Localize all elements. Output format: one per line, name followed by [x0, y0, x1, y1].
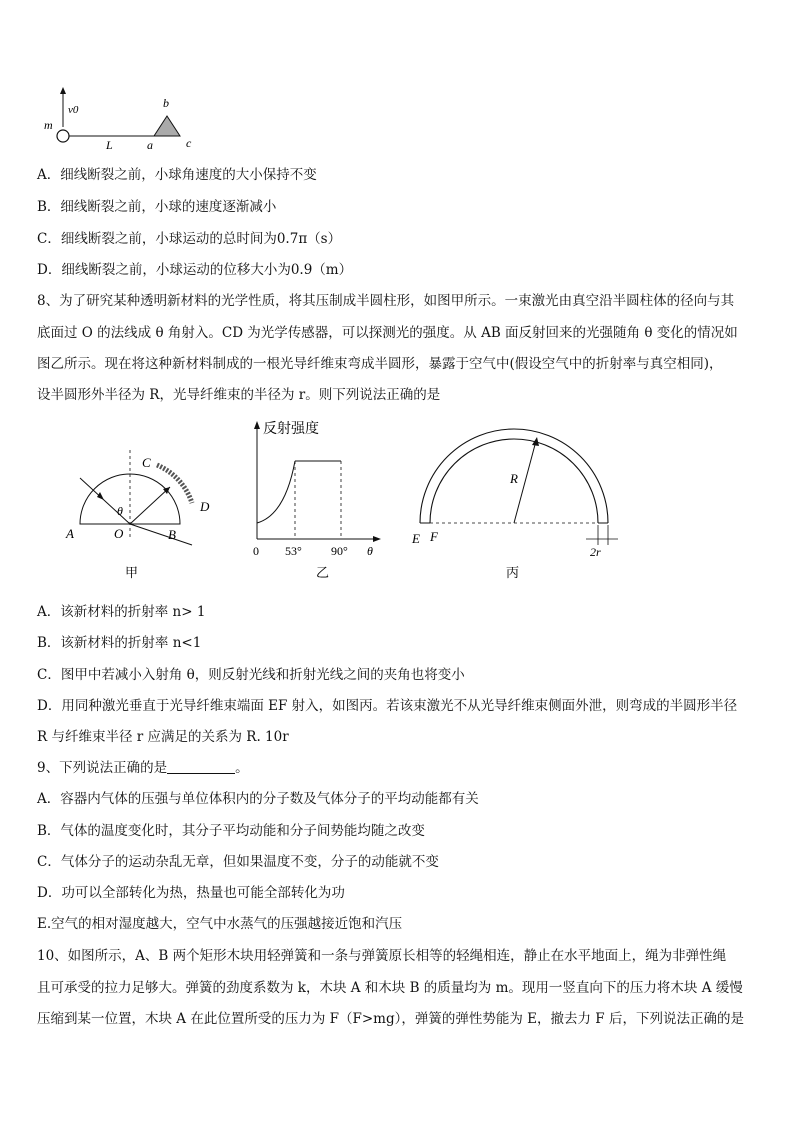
q8-stem-3: 图乙所示。现在将这种新材料制成的一根光导纤维束弯成半圆形，暴露于空气中(假设空气中的折射率与真空相同)， [37, 356, 723, 372]
tick-53: 53° [285, 544, 302, 558]
label-o: O [114, 526, 124, 541]
label-2r: 2r [590, 545, 601, 559]
ball [57, 130, 69, 142]
ylabel: 反射强度 [263, 422, 319, 437]
label-b: B [168, 527, 176, 542]
q9-option-a: A．容器内气体的压强与单位体积内的分子数及气体分子的平均动能都有关 [37, 791, 479, 807]
q8-option-d-1: D．用同种激光垂直于光导纤维束端面 EF 射入，如图丙。若该束激光不从光导纤维束侧面外泄，则弯成的半圆形半径 [37, 698, 738, 714]
incident-arrowhead [97, 492, 104, 500]
label-m: m [44, 118, 53, 132]
label-a: A [66, 526, 74, 541]
label-d: D [200, 499, 210, 514]
sensor-cd [157, 465, 192, 503]
q8-option-b: B．该新材料的折射率 n<1 [37, 635, 202, 651]
tick-90: 90° [331, 544, 348, 558]
q9-option-b: B．气体的温度变化时，其分子平均动能和分子间势能均随之改变 [37, 823, 425, 839]
q7-option-d: D．细线断裂之前，小球运动的位移大小为0.9（m） [37, 262, 353, 278]
label-c: c [186, 136, 192, 150]
label-theta: θ [117, 504, 123, 518]
fig-bing [408, 415, 618, 585]
q10-stem-1: 10、如图所示，A、B 两个矩形木块用轻弹簧和一条与弹簧原长相等的轻绳相连，静止在水平地面上，绳为非弹性绳 [37, 948, 727, 964]
answer-blank [167, 759, 235, 774]
label-f: F [430, 529, 438, 544]
label-v0: v0 [68, 104, 79, 116]
label-b: b [163, 96, 169, 110]
q7-figure [40, 85, 210, 153]
q10-stem-2: 且可承受的拉力足够大。弹簧的劲度系数为 k，木块 A 和木块 B 的质量均为 m。现用一竖直向下的压力将木块 A 缓慢 [37, 980, 743, 996]
q8-stem-1: 8、为了研究某种透明新材料的光学性质，将其压制成半圆柱形，如图甲所示。一束激光由真空沿半圆柱体的径向与其 [37, 293, 735, 309]
caption-jia: 甲 [125, 565, 139, 580]
q9-option-e: E.空气的相对湿度越大，空气中水蒸气的压强越接近饱和汽压 [37, 916, 403, 932]
q8-option-d-2: R 与纤维束半径 r 应满足的关系为 R. 10r [37, 729, 289, 745]
label-r-big: R [510, 471, 518, 486]
intensity-curve [257, 461, 295, 523]
triangle-block [154, 116, 180, 136]
q9-stem: 9、下列说法正确的是 。 [37, 760, 249, 776]
label-a: a [147, 138, 153, 152]
caption-bing: 丙 [506, 565, 520, 580]
q7-option-a: A．细线断裂之前，小球角速度的大小保持不变 [37, 167, 317, 183]
xlabel: θ [367, 544, 373, 558]
q8-option-a: A．该新材料的折射率 n> 1 [37, 604, 206, 620]
v0-arrowhead [60, 87, 66, 94]
fig-yi [245, 415, 395, 585]
q7-option-c: C．细线断裂之前，小球运动的总时间为0.7π（s） [37, 231, 342, 247]
fig-jia [62, 445, 222, 585]
caption-yi: 乙 [316, 565, 330, 580]
x-arrowhead [373, 536, 381, 542]
q8-option-c: C．图甲中若减小入射角 θ，则反射光线和折射光线之间的夹角也将变小 [37, 667, 465, 683]
label-e: E [412, 531, 420, 546]
reflected-ray [130, 487, 170, 524]
label-c: C [142, 455, 151, 470]
q9-option-d: D．功可以全部转化为热，热量也可能全部转化为功 [37, 885, 345, 901]
origin-label: 0 [253, 544, 259, 558]
q8-stem-2: 底面过 O 的法线成 θ 角射入。CD 为光学传感器，可以探测光的强度。从 AB 面反射回来的光强随角 θ 变化的情况如 [37, 325, 738, 341]
refracted-ray [130, 524, 192, 545]
y-arrowhead [254, 421, 260, 429]
q8-stem-4: 设半圆形外半径为 R，光导纤维束的半径为 r。则下列说法正确的是 [37, 387, 441, 403]
label-L: L [106, 138, 113, 152]
q9-option-c: C．气体分子的运动杂乱无章，但如果温度不变，分子的动能就不变 [37, 854, 439, 870]
q7-option-b: B．细线断裂之前，小球的速度逐渐减小 [37, 199, 277, 215]
q10-stem-3: 压缩到某一位置，木块 A 在此位置所受的压力为 F（F>mg），弹簧的弹性势能为 E，撤去力 F 后，下列说法正确的是 [37, 1011, 744, 1027]
